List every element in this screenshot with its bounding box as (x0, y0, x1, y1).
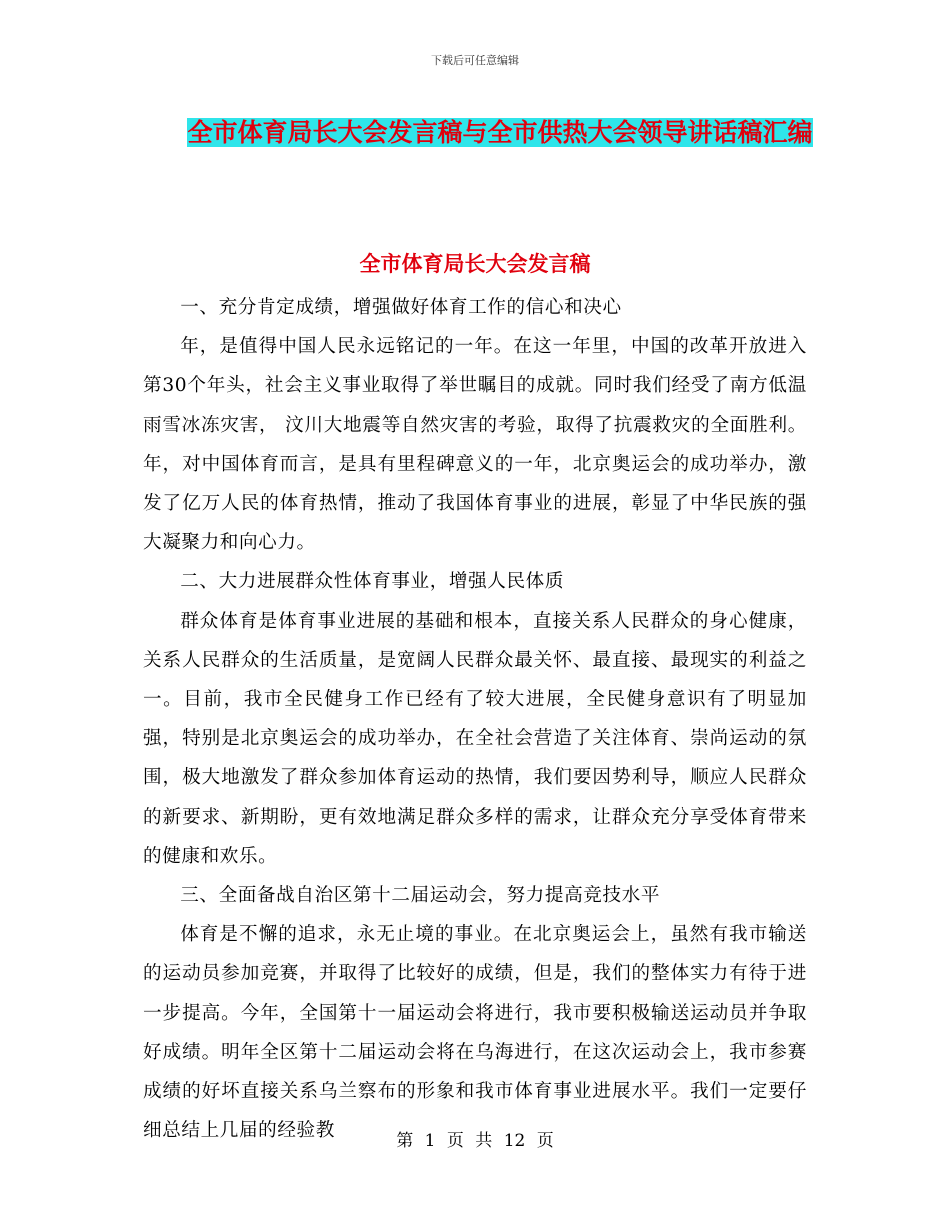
header-note: 下载后可任意编辑 (431, 54, 519, 67)
body-paragraph: 年，是值得中国人民永远铭记的一年。在这一年里，中国的改革开放进入第30个年头，社会主义事业取得了举世瞩目的成就。同时我们经受了南方低温雨雪冰冻灾害， 汶川大地震等自然灾害的考验，取得了抗震救灾的全面胜利。年，对中国体育而言，是具有里程碑意义的一年，北京奥运会的成功举办，激发了亿万人民的体育热情，推动了我国体育事业的进展，彰显了中华民族的强大凝聚力和向心力。 (143, 336, 807, 554)
body-paragraph: 群众体育是体育事业进展的基础和根本，直接关系人民群众的身心健康，关系人民群众的生活质量，是宽阔人民群众最关怀、最直接、最现实的利益之一。目前，我市全民健身工作已经有了较大进展，全民健身意识有了明显加强，特别是北京奥运会的成功举办，在全社会营造了关注体育、崇尚运动的氛围，极大地激发了群众参加体育运动的热情，我们要因势利导，顺应人民群众的新要求、新期盼，更有效地满足群众多样的需求，让群众充分享受体育带来的健康和欢乐。 (143, 610, 807, 867)
page-footer: 第 1 页 共 12 页 (396, 1131, 554, 1151)
section-heading-2: 二、大力进展群众性体育事业，增强人民体质 (180, 571, 565, 593)
document-body (143, 288, 807, 1150)
document-title-text: 全市体育局长大会发言稿与全市供热大会领导讲话稿汇编 (187, 118, 813, 147)
section-heading-3: 三、全面备战自治区第十二届运动会，努力提高竞技水平 (180, 885, 661, 907)
section-title: 全市体育局长大会发言稿 (359, 252, 591, 276)
document-title (180, 112, 820, 154)
section-heading-1: 一、充分肯定成绩，增强做好体育工作的信心和决心 (180, 297, 622, 318)
body-paragraph: 体育是不懈的追求，永无止境的事业。在北京奥运会上，虽然有我市输送的运动员参加竞赛，并取得了比较好的成绩，但是，我们的整体实力有待于进一步提高。今年，全国第十一届运动会将进行，我市要积极输送运动员并争取好成绩。明年全区第十二届运动会将在乌海进行，在这次运动会上，我市参赛成绩的好坏直接关系乌兰察布的形象和我市体育事业进展水平。我们一定要仔细总结上几届的经验教 (143, 924, 807, 1142)
